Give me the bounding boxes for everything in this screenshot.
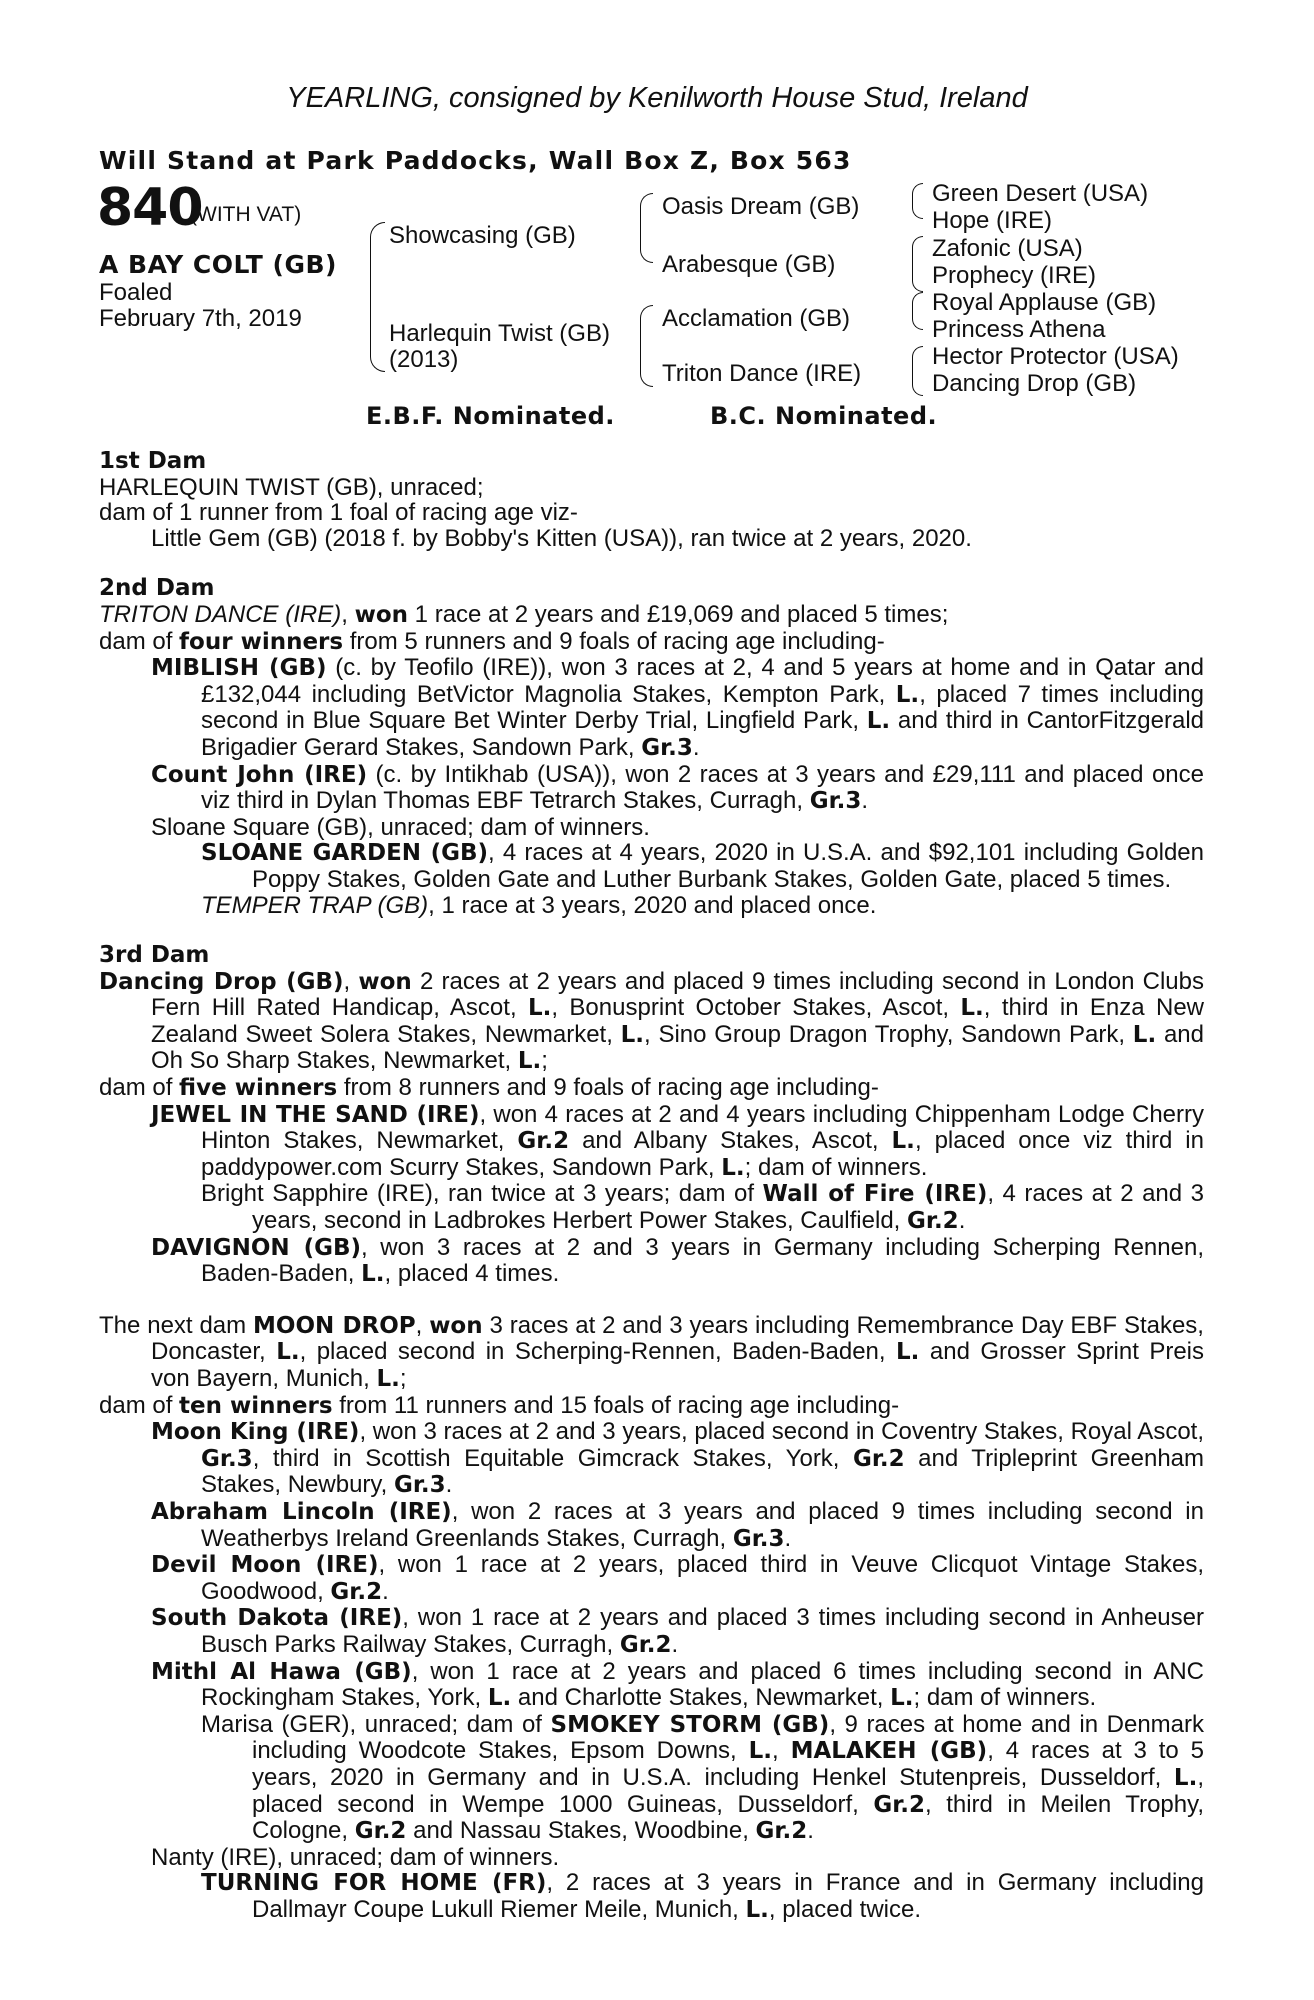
first-dam-foal: Little Gem (GB) (2018 f. by Bobby's Kitten (USA)), ran twice at 2 years, 2020. (151, 524, 972, 552)
second-dam-produce: dam of four winners from 5 runners and 9 foals of racing age including- (99, 627, 885, 655)
pedigree-g2: Hope (IRE) (932, 207, 1053, 234)
pedigree-g5: Royal Applause (GB) (932, 289, 1157, 316)
ebf-nominated: E.B.F. Nominated. (366, 402, 615, 430)
first-dam-produce: dam of 1 runner from 1 foal of racing age viz- (99, 499, 578, 527)
pedigree-brace-g1 (912, 183, 923, 219)
pedigree-sire: Showcasing (GB) (389, 222, 576, 249)
spacer (99, 1288, 1204, 1313)
pedigree-g4: Prophecy (IRE) (932, 262, 1097, 289)
pedigree-brace-dam (640, 305, 653, 387)
pedigree-dam-dam: Triton Dance (IRE) (662, 360, 862, 387)
spacer (99, 918, 1204, 943)
foaled-label: Foaled (99, 279, 173, 306)
next-dam-line: The next dam MOON DROP, won 3 races at 2 and 3 years including Remembrance Day EBF Stakes, Doncaster, L., placed second in Scherping-Rennen, Baden-Baden, L. and Grosser Sprint Preis von Bayern, Munich, L.; (99, 1311, 1205, 1392)
second-dam-heading: 2nd Dam (99, 575, 215, 602)
pedigree-sire-sire: Oasis Dream (GB) (662, 193, 860, 220)
pedigree-g7: Hector Protector (USA) (932, 343, 1179, 370)
foaled-date: February 7th, 2019 (99, 305, 302, 332)
pedigree-g6: Princess Athena (932, 316, 1106, 343)
next-dam-entry-marisa: Marisa (GER), unraced; dam of SMOKEY STORM (GB), 9 races at home and in Denmark including Woodcote Stakes, Epsom Downs, L., MALAKEH (GB), 4 races at 3 to 5 years, 2020 in Germany and in U.S.A. including Henkel Stutenpreis, Dusseldorf, L., placed second in Wempe 1000 Guineas, Dusseldorf, Gr.2, third in Meilen Trophy, Cologne, Gr.2 and Nassau Stakes, Woodbine, Gr.2. (201, 1710, 1205, 1845)
pedigree-notes (99, 449, 1204, 1923)
next-dam-entry-mithl-al-hawa: Mithl Al Hawa (GB), won 1 race at 2 years and placed 6 times including second in ANC Rockingham Stakes, York, L. and Charlotte Stakes, Newmarket, L.; dam of winners. (151, 1657, 1204, 1712)
pedigree-dam: Harlequin Twist (GB) (389, 320, 610, 347)
pedigree-sire-dam: Arabesque (GB) (662, 251, 836, 278)
spacer (99, 551, 1204, 576)
third-dam-produce: dam of five winners from 8 runners and 9 foals of racing age including- (99, 1074, 879, 1102)
vat-note: (WITH VAT) (190, 203, 302, 226)
next-dam-entry-south-dakota: South Dakota (IRE), won 1 race at 2 years and placed 3 times including second in Anheuser Busch Parks Railway Stakes, Curragh, Gr.2. (151, 1604, 1204, 1658)
pedigree-brace-g4 (912, 346, 923, 396)
pedigree-g1: Green Desert (USA) (932, 180, 1149, 207)
stand-location: Will Stand at Park Paddocks, Wall Box Z, Box 563 (99, 146, 852, 175)
second-dam-entry-sloane-square: Sloane Square (GB), unraced; dam of winners. (151, 813, 650, 841)
next-dam-entry-devil-moon: Devil Moon (IRE), won 1 race at 2 years, placed third in Veuve Clicquot Vintage Stakes, Goodwood, Gr.2. (151, 1551, 1204, 1605)
pedigree-dam-sire: Acclamation (GB) (662, 305, 851, 332)
second-dam-entry-temper-trap: TEMPER TRAP (GB), 1 race at 3 years, 2020 and placed once. (201, 891, 877, 919)
pedigree-brace-g3 (912, 292, 923, 330)
lot-description: A BAY COLT (GB) (99, 250, 337, 279)
pedigree-g3: Zafonic (USA) (932, 235, 1083, 262)
third-dam-line: Dancing Drop (GB), won 2 races at 2 years and placed 9 times including second in London Clubs Fern Hill Rated Handicap, Ascot, L., Bonusprint October Stakes, Ascot, L., third in Enza New Zealand Sweet Solera Stakes, Newmarket, L., Sino Group Dragon Trophy, Sandown Park, L. and Oh So Sharp Stakes, Newmarket, L.; (99, 967, 1204, 1075)
second-dam-line: TRITON DANCE (IRE), won 1 race at 2 years and £19,069 and placed 5 times; (99, 600, 949, 628)
third-dam-entry-davignon: DAVIGNON (GB), won 3 races at 2 and 3 years in Germany including Scherping Rennen, Baden-Baden, L., placed 4 times. (151, 1233, 1204, 1288)
pedigree-brace-sire (640, 193, 653, 263)
second-dam-entry-count-john: Count John (IRE) (c. by Intikhab (USA)), won 2 races at 3 years and £29,111 and placed once viz third in Dylan Thomas EBF Tetrarch Stakes, Curragh, Gr.3. (151, 760, 1204, 815)
pedigree-brace-main (370, 222, 385, 372)
next-dam-entry-nanty: Nanty (IRE), unraced; dam of winners. (151, 1843, 560, 1871)
next-dam-entry-abraham-lincoln: Abraham Lincoln (IRE), won 2 races at 3 years and placed 9 times including second in Weatherbys Ireland Greenlands Stakes, Curragh, Gr.3. (151, 1497, 1204, 1552)
third-dam-entry-jewel: JEWEL IN THE SAND (IRE), won 4 races at 2 and 4 years including Chippenham Lodge Cherry Hinton Stakes, Newmarket, Gr.2 and Albany Stakes, Ascot, L., placed once viz third in paddypower.com Scurry Stakes, Sandown Park, L.; dam of winners. (151, 1100, 1205, 1181)
next-dam-entry-moon-king: Moon King (IRE), won 3 races at 2 and 3 years, placed second in Coventry Stakes, Royal Ascot, Gr.3, third in Scottish Equitable Gimcrack Stakes, York, Gr.2 and Tripleprint Greenham Stakes, Newbury, Gr.3. (151, 1418, 1205, 1499)
consignment-line: YEARLING, consigned by Kenilworth House Stud, Ireland (286, 82, 1028, 114)
pedigree-dam-year: (2013) (389, 346, 459, 373)
bc-nominated: B.C. Nominated. (710, 402, 938, 430)
third-dam-entry-bright-sapphire: Bright Sapphire (IRE), ran twice at 3 years; dam of Wall of Fire (IRE), 4 races at 2 and 3 years, second in Ladbrokes Herbert Power Stakes, Caulfield, Gr.2. (201, 1180, 1204, 1235)
next-dam-entry-turning-for-home: TURNING FOR HOME (FR), 2 races at 3 years in France and in Germany including Dallmayr Coupe Lukull Riemer Meile, Munich, L., placed twice. (201, 1869, 1204, 1923)
third-dam-heading: 3rd Dam (99, 942, 210, 969)
first-dam-heading: 1st Dam (99, 448, 207, 474)
pedigree-brace-g2 (912, 236, 923, 292)
second-dam-entry-sloane-garden: SLOANE GARDEN (GB), 4 races at 4 years, 2020 in U.S.A. and $92,101 including Golden Poppy Stakes, Golden Gate and Luther Burbank Stakes, Golden Gate, placed 5 times. (201, 839, 1204, 893)
second-dam-entry-miblish: MIBLISH (GB) (c. by Teofilo (IRE)), won 3 races at 2, 4 and 5 years at home and in Qatar and £132,044 including BetVictor Magnolia Stakes, Kempton Park, L., placed 7 times including second in Blue Square Bet Winter Derby Trial, Lingfield Park, L. and third in CantorFitzgerald Brigadier Gerard Stakes, Sandown Park, Gr.3. (151, 654, 1204, 761)
pedigree-g8: Dancing Drop (GB) (932, 370, 1137, 397)
lot-number: 840 (97, 178, 203, 238)
first-dam-line: HARLEQUIN TWIST (GB), unraced; (99, 473, 484, 501)
next-dam-produce: dam of ten winners from 11 runners and 15 foals of racing age including- (99, 1391, 900, 1419)
